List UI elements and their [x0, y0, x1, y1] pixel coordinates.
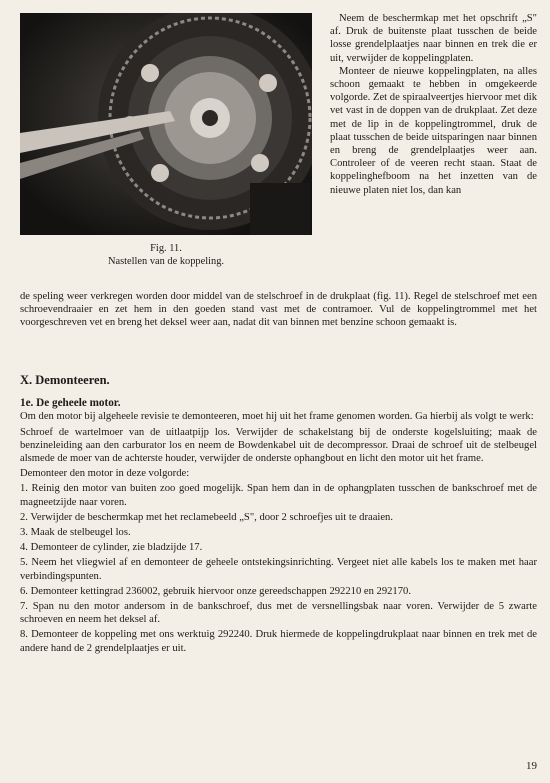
step-item: 4. Demonteer de cylinder, zie bladzijde 17.: [20, 542, 203, 554]
figure-number: Fig. 11.: [150, 243, 182, 254]
side-paragraph: Neem de beschermkap met het opschrift „S" af. Druk de buitenste plaat tusschen de beide losse grendelplaatjes naar binnen en trek die er uit, verwijder de koppelingplaten.: [330, 13, 537, 64]
continuation-paragraph: de speling weer verkregen worden door middel van de stelschroef in de drukplaat (fig. 11). Regel de stelschroef met een schroevendraaier en zet hem in den goeden stand vast met de contramoer. Vul de koppelingtrommel met het voorgeschreven vet en breng het deksel weer aan, nadat dit van binnen met benzine schoon gemaakt is.: [20, 291, 537, 329]
step-item: 3. Maak de stelbeugel los.: [20, 527, 131, 539]
side-paragraph: Monteer de nieuwe koppelingplaten, na alles schoon gemaakt te hebben in omgekeerde volgorde. Zet de spiraalveertjes hiervoor met dik vet vast in de doppen van de drukplaat. Zet deze met de lip in de koppelingtrommel, druk de plaat tusschen de beide uitsparingen naar binnen en breng de grendelplaatjes weer aan. Controleer of de veeren recht staan. Staat de koppelinghefboom na het inzetten van de nieuwe platen niet los, dan kan: [330, 65, 537, 196]
continuation-text: [20, 290, 537, 332]
step-item: 2. Verwijder de beschermkap met het reclamebeeld „S", door 2 schroefjes uit te draaien.: [20, 511, 393, 523]
intro-paragraph: Om den motor bij algeheele revisie te demonteeren, moet hij uit het frame genomen worden. Ga hierbij als volgt te werk:: [20, 411, 534, 423]
step-item: 5. Neem het vliegwiel af en demonteer de geheele ontstekingsinrichting. Vergeet niet alle kabels los te maken met haar verbindingspunten.: [20, 557, 537, 582]
step-item: 6. Demonteer kettingrad 236002, gebruik hiervoor onze gereedschappen 292210 en 292170.: [20, 585, 411, 597]
subsection-heading: 1e. De geheele motor.: [20, 397, 121, 410]
section-demonteeren: [20, 374, 537, 657]
clutch-adjustment-photo: [20, 13, 312, 235]
photo-illustration: [20, 13, 312, 235]
figure-caption: [20, 242, 312, 268]
step-item: 7. Span nu den motor andersom in de bankschroef, dus met de versnellingsbak naar voren. Verwijder de 5 zwarte schroeven en neem het deksel af.: [20, 601, 537, 626]
figure-caption-text: Nastellen van de koppeling.: [108, 256, 224, 267]
step-item: 1. Reinig den motor van buiten zoo goed mogelijk. Span hem dan in de ophangplaten tusschen de bankschroef met de magneetzijde naar voren.: [20, 483, 537, 508]
page-number: 19: [526, 760, 537, 772]
step-item: 8. Demonteer de koppeling met ons werktuig 292240. Druk hiermede de koppelingdrukplaat naar binnen en trek met de andere hand de 2 grendelplaatjes er uit.: [20, 629, 537, 654]
section-heading: X. Demonteeren.: [20, 373, 110, 387]
intro-paragraph: Schroef de wartelmoer van de uitlaatpijp los. Verwijder de schakelstang bij de onderste kogelsluiting; maak de benzineleiding aan den carburator los en neem de Bowdenkabel uit de decompressor. Draai de schroef uit de stelbeugel alsmede de moer van de achterste houder, verwijder de onderste ophangbout en licht den motor uit het frame.: [20, 426, 537, 465]
intro-paragraph: Demonteer den motor in deze volgorde:: [20, 468, 190, 480]
side-column-text: [330, 12, 537, 197]
